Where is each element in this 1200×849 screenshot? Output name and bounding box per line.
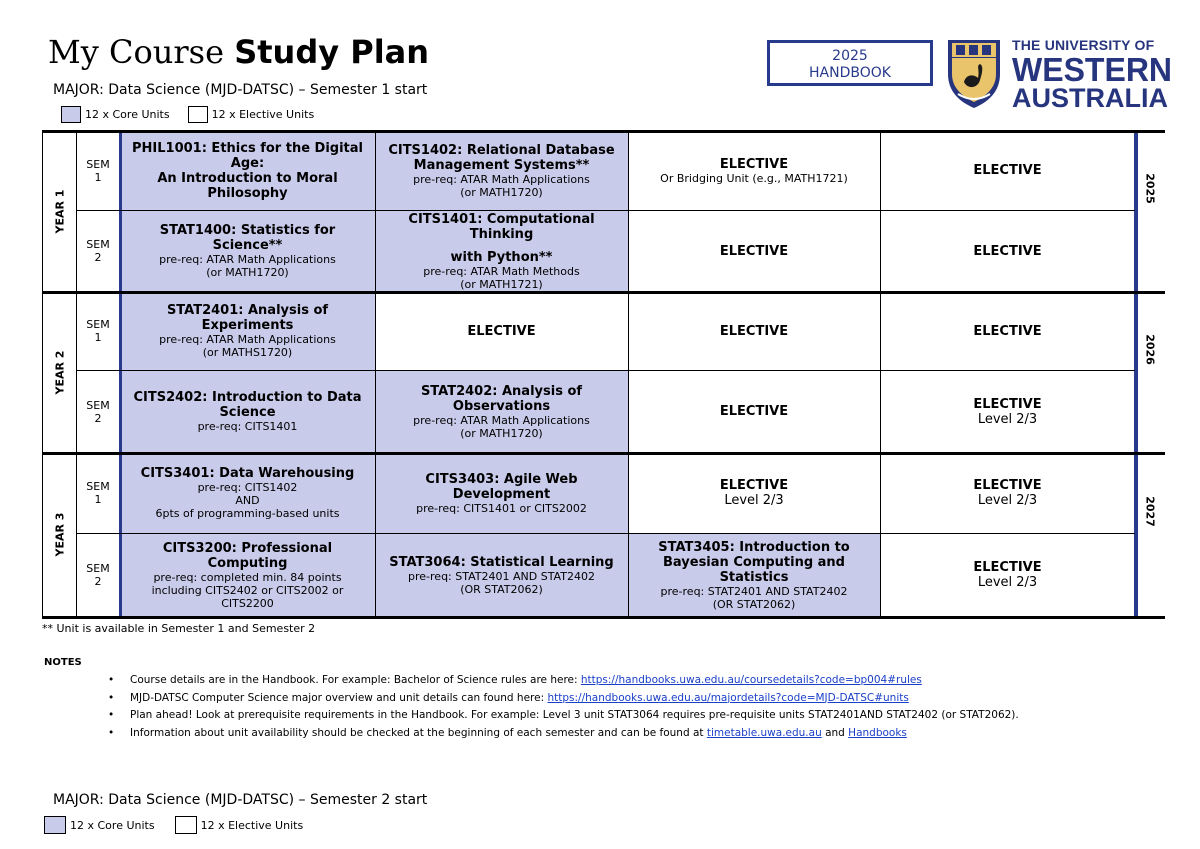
elective-label: ELECTIVE (973, 163, 1042, 178)
note-item (108, 707, 1019, 725)
semester-label (76, 399, 120, 425)
calendar-year: 2027 (1143, 496, 1157, 527)
note-link-major-details[interactable]: https://handbooks.uwa.edu.au/majordetails?code=MJD-DATSC#units (547, 691, 909, 704)
handbook-year: 2025 (832, 48, 868, 64)
legend-sem2 (44, 816, 303, 834)
sem-line (76, 210, 1135, 211)
year-label: YEAR 3 (53, 512, 67, 557)
elective-cell (880, 533, 1135, 617)
note-text: MJD-DATSC Computer Science major overview and unit details can found here: (130, 691, 548, 704)
elective-level: Level 2/3 (977, 575, 1038, 590)
semester-word: SEM (86, 480, 110, 493)
core-unit-cell (375, 533, 628, 617)
unit-title: STAT1400: Statistics for Science** (159, 223, 336, 253)
elective-label: ELECTIVE (973, 243, 1042, 259)
sem-line (76, 533, 1135, 534)
elective-label: ELECTIVE (973, 396, 1042, 412)
unit-title: STAT3405: Introduction to Bayesian Computing and Statistics (658, 539, 850, 585)
prerequisite: (OR STAT2062) (460, 582, 543, 596)
legend-core-label: 12 x Core Units (85, 108, 170, 121)
note-text: Information about unit availability should be checked at the beginning of each semester and can be found at (130, 726, 707, 739)
semester-label (76, 158, 120, 184)
prerequisite: pre-req: ATAR Math Applications (413, 172, 590, 186)
prerequisite: pre-req: ATAR Math Applications (413, 413, 590, 427)
semester-word: SEM (86, 562, 110, 575)
note-link-handbooks[interactable]: Handbooks (848, 726, 907, 739)
title-light: My Course (48, 33, 225, 71)
handbook-label: HANDBOOK (809, 65, 891, 81)
grid-line (628, 131, 629, 617)
note-item (108, 725, 1019, 743)
uni-line2: WESTERN (1012, 51, 1173, 88)
semester-number: 1 (94, 170, 102, 184)
unit-title: CITS3403: Agile Web Development (425, 471, 578, 502)
prerequisite: pre-req: ATAR Math Applications (159, 253, 336, 266)
elective-label: ELECTIVE (973, 560, 1042, 575)
elective-cell (628, 210, 880, 292)
footnote: ** Unit is available in Semester 1 and Semester 2 (42, 622, 316, 635)
core-unit-cell (120, 292, 375, 370)
prerequisite: (or MATH1720) (460, 185, 543, 199)
elective-level: Level 2/3 (724, 493, 784, 508)
major-heading-sem2: MAJOR: Data Science (MJD-DATSC) – Semester 2 start (53, 792, 428, 808)
semester-number: 2 (94, 575, 102, 588)
prerequisite: (OR STAT2062) (712, 597, 796, 611)
unit-title: CITS1402: Relational Database Management Systems** (388, 142, 615, 173)
core-unit-cell (628, 533, 880, 617)
year-line (42, 616, 1165, 619)
elective-label: ELECTIVE (719, 156, 789, 172)
unit-title: STAT2401: Analysis of Experiments (166, 303, 329, 333)
unit-title: STAT3064: Statistical Learning (389, 554, 614, 570)
elective-note: Or Bridging Unit (e.g., MATH1721) (660, 171, 848, 185)
note-item (108, 672, 1019, 690)
prerequisite: 6pts of programming-based units (155, 507, 340, 520)
note-text: Course details are in the Handbook. For example: Bachelor of Science rules are here: (130, 674, 581, 686)
grid-line (42, 131, 43, 617)
major-heading-sem1: MAJOR: Data Science (MJD-DATSC) – Semester 1 start (53, 82, 428, 98)
grid-line (76, 131, 77, 617)
prerequisite: (or MATH1721) (460, 277, 543, 291)
prerequisite: pre-req: STAT2401 AND STAT2402 (408, 569, 595, 583)
elective-label: ELECTIVE (719, 478, 789, 493)
prerequisite: pre-req: STAT2401 AND STAT2402 (660, 584, 848, 598)
year-label: YEAR 2 (53, 350, 67, 394)
legend-elective-label: 12 x Elective Units (211, 108, 315, 121)
semester-word: SEM (86, 238, 110, 251)
year-line (42, 452, 1165, 455)
core-unit-cell (375, 131, 628, 210)
notes-list (108, 672, 1019, 742)
grid-line (375, 131, 376, 617)
elective-level: Level 2/3 (977, 493, 1038, 508)
unit-title-cont: with Python** (450, 249, 553, 265)
semester-word: SEM (86, 157, 110, 171)
semester-number: 1 (94, 493, 102, 506)
semester-word: SEM (86, 318, 110, 331)
semester-word: SEM (86, 398, 110, 412)
prerequisite: (or MATHS1720) (202, 346, 293, 359)
prerequisite: (or MATH1720) (206, 266, 289, 279)
elective-cell (880, 370, 1135, 453)
semester-label (76, 318, 120, 344)
elective-label: ELECTIVE (973, 323, 1042, 339)
calendar-year: 2025 (1143, 172, 1157, 204)
note-link-course-rules[interactable]: https://handbooks.uwa.edu.au/coursedetails?code=bp004#rules (580, 674, 922, 686)
elective-cell (628, 453, 880, 533)
prerequisite: pre-req: ATAR Math Methods (423, 264, 580, 278)
note-text: and (821, 726, 849, 739)
prerequisite: pre-req: CITS1401 (197, 420, 298, 433)
legend-elective-swatch (175, 816, 197, 834)
elective-cell (628, 292, 880, 370)
title-bold: Study Plan (234, 33, 430, 71)
core-unit-cell (120, 210, 375, 292)
elective-label: ELECTIVE (719, 243, 789, 259)
year-line (42, 130, 1165, 133)
navy-divider (119, 131, 122, 617)
prerequisite: CITS2200 (221, 596, 274, 610)
prerequisite: pre-req: completed min. 84 points (153, 570, 342, 584)
uni-line1: THE UNIVERSITY OF (1012, 37, 1155, 53)
elective-cell (880, 131, 1135, 210)
unit-title: STAT2402: Analysis of Observations (420, 383, 583, 414)
elective-cell (880, 292, 1135, 370)
elective-cell (375, 292, 628, 370)
semester-number: 2 (94, 251, 102, 264)
note-item (108, 690, 1019, 708)
unit-title-cont: An Introduction to Moral Philosophy (157, 170, 338, 201)
unit-title: CITS3401: Data Warehousing (140, 466, 355, 481)
unit-title: CITS2402: Introduction to Data Science (133, 390, 362, 420)
elective-cell (880, 453, 1135, 533)
elective-label: ELECTIVE (467, 323, 536, 339)
unit-title: CITS3200: Professional Computing (162, 540, 333, 571)
core-unit-cell (120, 533, 375, 617)
legend-core-swatch (44, 816, 66, 834)
core-unit-cell (375, 370, 628, 453)
semester-number: 1 (94, 331, 102, 344)
elective-cell (880, 210, 1135, 292)
prerequisite: (or MATH1720) (460, 426, 543, 440)
elective-label: ELECTIVE (719, 404, 789, 419)
elective-label: ELECTIVE (973, 478, 1042, 493)
elective-label: ELECTIVE (719, 323, 789, 339)
note-link-timetable[interactable]: timetable.uwa.edu.au (706, 726, 822, 739)
prerequisite: pre-req: CITS1402 (197, 481, 298, 494)
elective-level: Level 2/3 (977, 411, 1038, 427)
core-unit-cell (120, 131, 375, 210)
year-line (42, 291, 1165, 294)
elective-cell (628, 131, 880, 210)
prerequisite: pre-req: CITS1401 or CITS2002 (416, 501, 587, 515)
navy-divider (1134, 131, 1138, 617)
prerequisite: pre-req: ATAR Math Applications (159, 333, 336, 346)
legend-elective-label: 12 x Elective Units (200, 818, 304, 832)
elective-cell (628, 370, 880, 453)
unit-title: CITS1401: Computational Thinking (408, 211, 595, 242)
semester-label (76, 480, 120, 506)
unit-title: PHIL1001: Ethics for the Digital Age: (132, 140, 363, 171)
uni-line3: AUSTRALIA (1012, 83, 1168, 113)
prerequisite: including CITS2402 or CITS2002 or (151, 583, 344, 597)
note-text: Plan ahead! Look at prerequisite requirements in the Handbook. For example: Level 3 unit STAT3064 requires pre-requisite units STAT2401AND STAT2402 (or STAT2062). (130, 709, 1019, 721)
sem-line (76, 370, 1135, 371)
legend-core-label: 12 x Core Units (70, 818, 155, 832)
semester-number: 2 (94, 411, 102, 425)
notes-heading: NOTES (44, 657, 82, 668)
core-unit-cell (120, 453, 375, 533)
prerequisite: AND (235, 494, 260, 507)
semester-label (76, 562, 120, 588)
grid-line (880, 131, 881, 617)
semester-label (76, 238, 120, 264)
calendar-year: 2026 (1143, 333, 1157, 365)
core-unit-cell (120, 370, 375, 453)
core-unit-cell (375, 453, 628, 533)
core-unit-cell (375, 210, 628, 292)
year-label: YEAR 1 (53, 189, 67, 233)
